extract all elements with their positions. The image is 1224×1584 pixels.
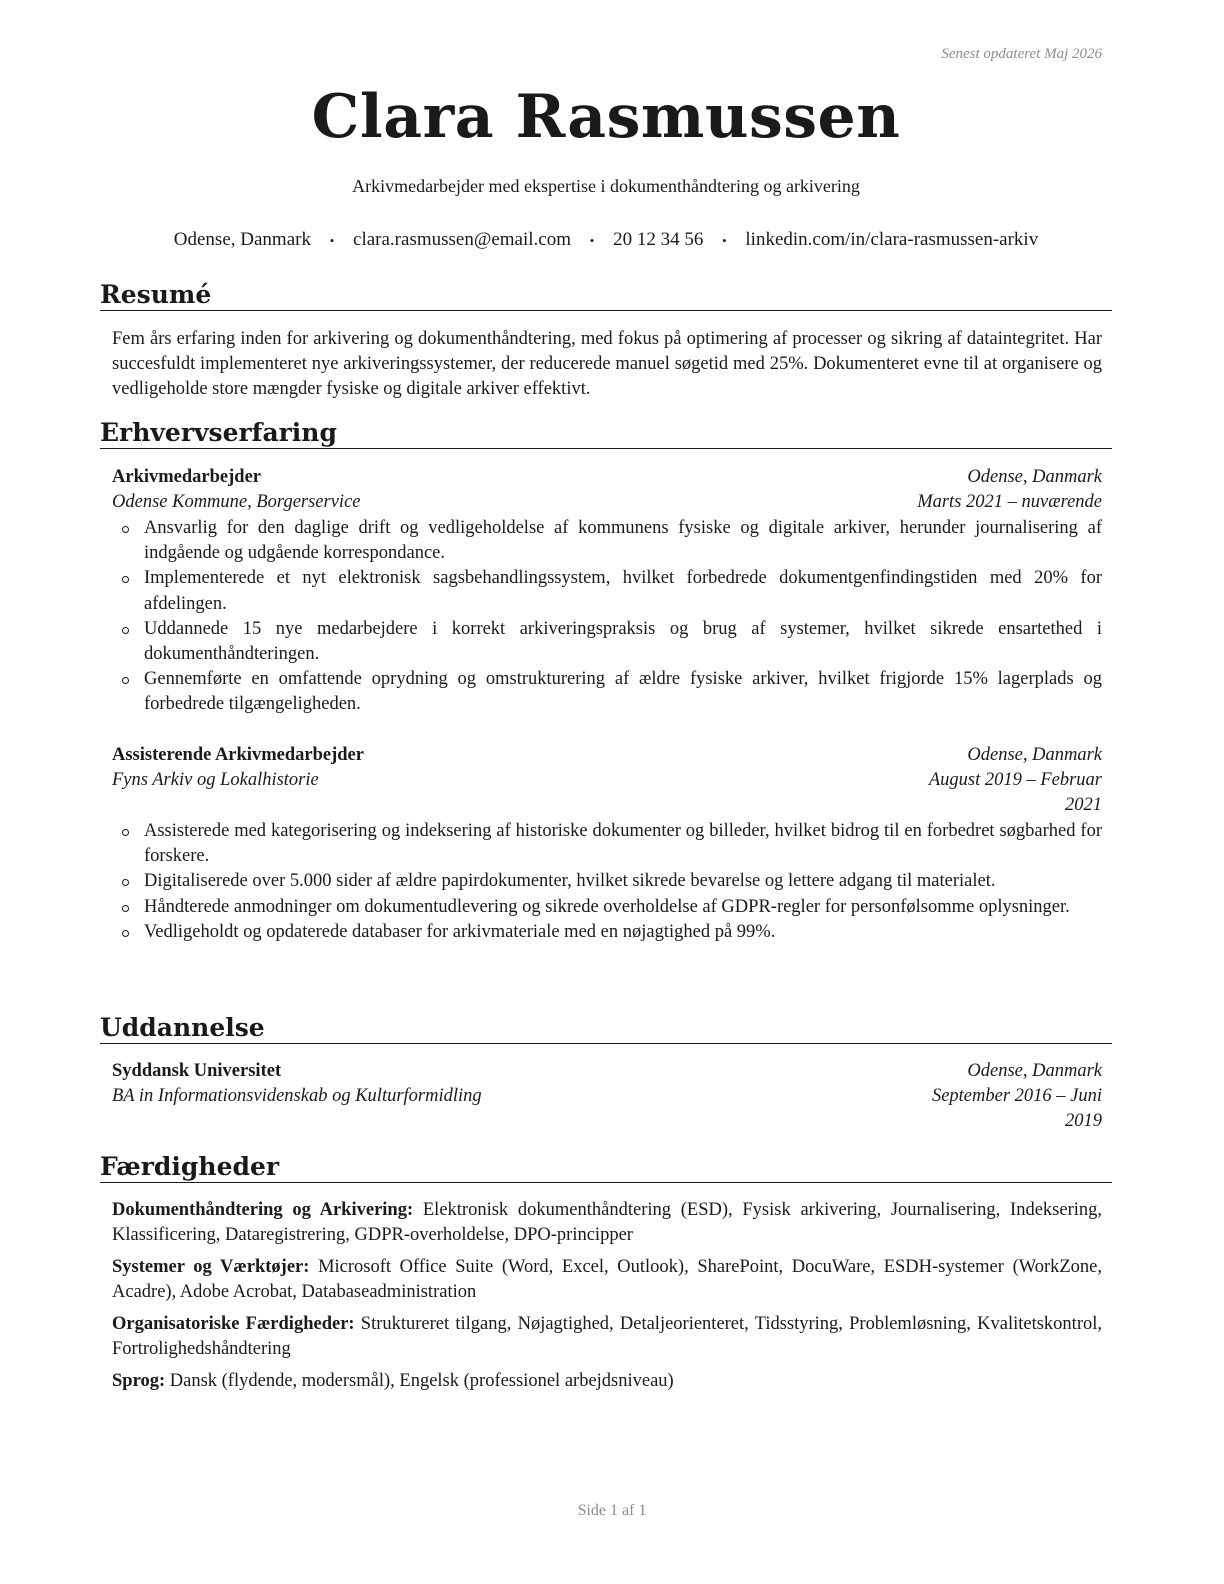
- list-item: Implementerede et nyt elektronisk sagsbehandlingssystem, hvilket forbedrede dokumentgenfindingstiden med 20% for afdelingen.: [112, 566, 1102, 616]
- section-title-skills: Færdigheder: [100, 1152, 1112, 1183]
- skill-label: Dokumenthåndtering og Arkivering:: [112, 1200, 414, 1220]
- list-item: Digitaliserede over 5.000 sider af ældre papirdokumenter, hvilket sikrede bevarelse og lettere adgang til materialet.: [112, 869, 1102, 894]
- skill-text: Dansk (flydende, modersmål), Engelsk (professionel arbejdsniveau): [169, 1371, 674, 1391]
- list-item: Gennemførte en omfattende oprydning og omstrukturering af ældre fysiske arkiver, hvilket frigjorde 15% lagerplads og forbedrede tilgængeligheden.: [112, 667, 1102, 717]
- bullet-separator: •: [722, 232, 727, 248]
- education-dates-end-year: 2019: [1065, 1111, 1102, 1131]
- page-number: Side 1 af 1: [577, 1502, 647, 1519]
- candidate-name: Clara Rasmussen: [311, 82, 901, 152]
- job-org: Odense Kommune, Borgerservice: [112, 492, 361, 512]
- list-item: Assisterede med kategorisering og indeksering af historiske dokumenter og billeder, hvilket bidrog til en forbedret søgbarhed for forskere.: [112, 819, 1102, 869]
- circle-bullet-icon: [122, 905, 129, 912]
- education-header-row: [112, 1059, 1102, 1084]
- education-location: Odense, Danmark: [967, 1061, 1102, 1081]
- job-header-row: [112, 743, 1102, 768]
- education-school: Syddansk Universitet: [112, 1061, 282, 1081]
- bullet-separator: •: [589, 232, 595, 248]
- bullet-separator: •: [329, 232, 335, 248]
- skill-label: Systemer og Værktøjer:: [112, 1257, 310, 1277]
- education-degree-row: [112, 1084, 1102, 1109]
- job-org: Fyns Arkiv og Lokalhistorie: [112, 770, 319, 790]
- education-dates: September 2016 – Juni: [931, 1086, 1102, 1106]
- list-item: Vedligeholdt og opdaterede databaser for arkivmateriale med en nøjagtighed på 99%.: [112, 920, 1102, 945]
- skill-group: [112, 1255, 1102, 1305]
- circle-bullet-icon: [122, 879, 129, 886]
- job-location: Odense, Danmark: [967, 467, 1102, 487]
- job-header-row: [112, 465, 1102, 490]
- skill-group: [112, 1312, 1102, 1362]
- job-dates-continued-row: [112, 793, 1102, 818]
- list-item: Ansvarlig for den daglige drift og vedligeholdelse af kommunens fysiske og digitale arkiver, herunder journalisering af indgående og udgående korrespondance.: [112, 516, 1102, 566]
- contact-line: [100, 229, 1112, 251]
- job-bullets: [112, 516, 1102, 718]
- education-degree: BA in Informationsvidenskab og Kulturformidling: [112, 1086, 482, 1106]
- last-updated: Senest opdateret Maj 2026: [941, 46, 1102, 62]
- summary-text: Fem års erfaring inden for arkivering og dokumenthåndtering, med fokus på optimering af processer og sikring af dataintegritet. Har succesfuldt implementeret nye arkiveringssystemer, der reducerede manuel søgetid med 25%. Dokumenteret evne til at organisere og vedligeholde store mængder fysiske og digitale arkiver effektivt.: [112, 329, 1102, 400]
- skill-group: [112, 1369, 1102, 1394]
- section-title-summary: Resumé: [100, 280, 1112, 311]
- job-location: Odense, Danmark: [967, 745, 1102, 765]
- circle-bullet-icon: [122, 677, 129, 684]
- skill-text: Microsoft Office Suite (Word, Excel, Outlook), SharePoint, DocuWare, ESDH-systemer (WorkZone, Acadre), Adobe Acrobat, Databaseadministration: [112, 1257, 1103, 1303]
- contact-phone: 20 12 34 56: [613, 229, 704, 250]
- job-dates: August 2019 – Februar: [928, 770, 1102, 790]
- skill-label: Organisatoriske Færdigheder:: [112, 1314, 355, 1334]
- job-role: Arkivmedarbejder: [112, 467, 261, 487]
- skill-label: Sprog:: [112, 1371, 166, 1391]
- list-item: Uddannede 15 nye medarbejdere i korrekt arkiveringspraksis og brug af systemer, hvilket sikrede ensartethed i dokumenthåndteringen.: [112, 617, 1102, 667]
- circle-bullet-icon: [122, 829, 129, 836]
- contact-linkedin[interactable]: linkedin.com/in/clara-rasmussen-arkiv: [745, 229, 1039, 250]
- circle-bullet-icon: [122, 526, 129, 533]
- section-title-experience: Erhvervserfaring: [100, 418, 1112, 449]
- contact-email[interactable]: clara.rasmussen@email.com: [353, 229, 572, 250]
- circle-bullet-icon: [122, 930, 129, 937]
- circle-bullet-icon: [122, 576, 129, 583]
- skill-group: [112, 1198, 1102, 1248]
- tagline: Arkivmedarbejder med ekspertise i dokumenthåndtering og arkivering: [352, 176, 860, 196]
- circle-bullet-icon: [122, 627, 129, 634]
- section-title-education: Uddannelse: [100, 1013, 1112, 1044]
- skill-text: Elektronisk dokumenthåndtering (ESD), Fysisk arkivering, Journalisering, Indeksering, Klassificering, Dataregistrering, GDPR-overholdelse, DPO-principper: [112, 1200, 1102, 1246]
- list-item: Håndterede anmodninger om dokumentudlevering og sikrede overholdelse af GDPR-regler for personfølsomme oplysninger.: [112, 895, 1102, 920]
- education-dates-continued-row: [112, 1109, 1102, 1134]
- job-dates: Marts 2021 – nuværende: [917, 492, 1102, 512]
- job-role: Assisterende Arkivmedarbejder: [112, 745, 364, 765]
- skill-text: Struktureret tilgang, Nøjagtighed, Detaljeorienteret, Tidsstyring, Problemløsning, Kvalitetskontrol, Fortrolighedshåndtering: [112, 1314, 1102, 1360]
- job-org-row: [112, 768, 1102, 793]
- contact-location: Odense, Danmark: [173, 229, 311, 250]
- job-bullets: [112, 819, 1102, 945]
- job-org-row: [112, 490, 1102, 515]
- job-dates-end-year: 2021: [1065, 795, 1102, 815]
